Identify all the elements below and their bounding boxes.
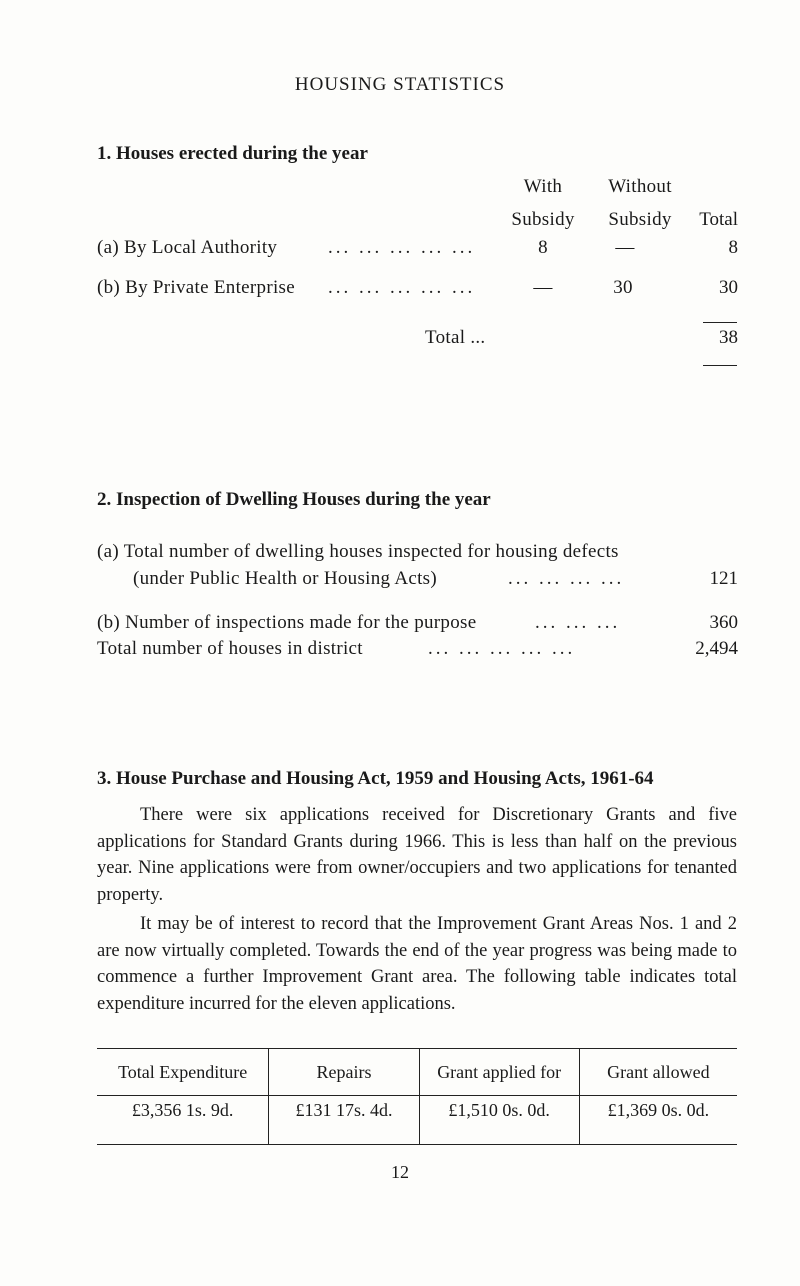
col-total: Total	[699, 209, 738, 230]
table-cell-grant-allowed: £1,369 0s. 0d.	[579, 1096, 737, 1145]
table-header-repairs: Repairs	[269, 1049, 419, 1096]
row-local-authority-without: —	[615, 237, 635, 258]
section3-heading: 3. House Purchase and Housing Act, 1959 and Housing Acts, 1961-64	[97, 768, 654, 789]
page-title: HOUSING STATISTICS	[294, 74, 506, 95]
houses-in-district-value: 2,494	[695, 638, 738, 659]
inspection-a-line1: (a) Total number of dwelling houses inspected for housing defects	[97, 541, 619, 562]
row-local-authority-total: 8	[728, 237, 738, 258]
col-with-line1: With	[523, 176, 563, 197]
row-local-authority-with: 8	[538, 237, 548, 258]
col-with-line2: Subsidy	[511, 209, 575, 230]
section1-heading: 1. Houses erected during the year	[97, 143, 368, 164]
table-header-grant-applied: Grant applied for	[419, 1049, 579, 1096]
total-label: Total ...	[425, 327, 486, 348]
table-header-grant-allowed: Grant allowed	[579, 1049, 737, 1096]
row-local-authority-label: (a) By Local Authority	[97, 237, 278, 258]
houses-in-district-dots: ... ... ... ... ...	[428, 638, 576, 659]
expenditure-table	[97, 1048, 737, 1145]
page-number: 12	[391, 1162, 409, 1182]
row-private-enterprise-total: 30	[719, 277, 738, 298]
section2-heading: 2. Inspection of Dwelling Houses during the year	[97, 489, 491, 510]
total-rule-top	[703, 322, 737, 323]
table-row	[97, 1096, 737, 1145]
row-local-authority-dots: ... ... ... ... ...	[328, 237, 476, 258]
col-without-line1: Without	[608, 176, 672, 197]
row-private-enterprise-dots: ... ... ... ... ...	[328, 277, 476, 298]
col-without-line2: Subsidy	[608, 209, 672, 230]
row-private-enterprise-without: 30	[613, 277, 633, 298]
paragraph-text: It may be of interest to record that the Improvement Grant Areas Nos. 1 and 2 are now virtually completed. Towards the end of the year progress was being made to commence a further Improvement Grant area. The following table indicates total expenditure incurred for the eleven applications.	[97, 914, 737, 1014]
houses-in-district-label: Total number of houses in district	[97, 638, 363, 659]
inspection-b-value: 360	[709, 612, 738, 633]
inspection-a-line2: (under Public Health or Housing Acts)	[133, 568, 437, 589]
table-header-row	[97, 1049, 737, 1096]
inspection-b-label: (b) Number of inspections made for the purpose	[97, 612, 477, 633]
total-value: 38	[719, 327, 738, 348]
table-cell-repairs: £131 17s. 4d.	[269, 1096, 419, 1145]
table-header-total-expenditure: Total Expenditure	[97, 1049, 269, 1096]
table-cell-total-expenditure: £3,356 1s. 9d.	[97, 1096, 269, 1145]
row-private-enterprise-with: —	[533, 277, 553, 298]
section3-paragraph-2	[97, 911, 737, 1017]
inspection-a-value: 121	[709, 568, 738, 589]
total-rule-bottom	[703, 365, 737, 366]
row-private-enterprise-label: (b) By Private Enterprise	[97, 277, 295, 298]
inspection-a-dots: ... ... ... ...	[508, 568, 625, 589]
table-cell-grant-applied: £1,510 0s. 0d.	[419, 1096, 579, 1145]
inspection-b-dots: ... ... ...	[535, 612, 621, 633]
paragraph-text: There were six applications received for Discretionary Grants and five applications for Standard Grants during 1966. This is less than half on the previous year. Nine applications were from owner/occupiers and two applications for tenanted property.	[97, 805, 737, 905]
section3-paragraph-1	[97, 802, 737, 908]
